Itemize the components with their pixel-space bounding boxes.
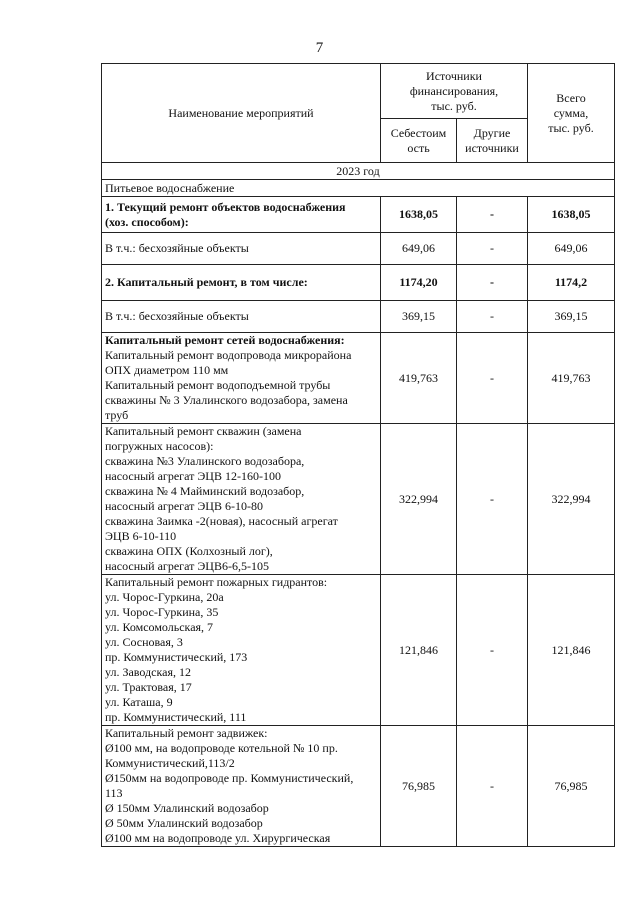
other-cell: - — [457, 265, 528, 301]
table-row — [102, 424, 615, 575]
header-name-cell: Наименование мероприятий — [102, 64, 381, 163]
measure-name-cell: Капитальный ремонт скважин (замена погружных насосов): скважина №3 Улалинского водозабора, насосный агрегат ЭЦВ 12-160-100 скважина № 4 Майминский водозабор, насосный агрегат ЭЦВ 6-10-80 скважина Заимка -2(новая), насосный агрегат ЭЦВ 6-10-110 скважина ОПХ (Колхозный лог), насосный агрегат ЭЦВ6-6,5-105 — [102, 424, 381, 575]
measure-name-cell: 2. Капитальный ремонт, в том числе: — [102, 265, 381, 301]
table-row — [102, 575, 615, 726]
total-cell: 369,15 — [528, 301, 615, 333]
measure-name-cell: Капитальный ремонт задвижек: Ø100 мм, на водопроводе котельной № 10 пр. Коммунистический,113/2 Ø150мм на водопроводе пр. Коммунистический, 113 Ø 150мм Улалинский водозабор Ø 50мм Улалинский водозабор Ø100 мм на водопроводе ул. Хирургическая — [102, 726, 381, 847]
measure-name-cell: 1. Текущий ремонт объектов водоснабжения (хоз. способом): — [102, 197, 381, 233]
total-cell: 1638,05 — [528, 197, 615, 233]
total-cell: 1174,2 — [528, 265, 615, 301]
cost-cell: 1638,05 — [381, 197, 457, 233]
measure-name-cell: В т.ч.: бесхозяйные объекты — [102, 301, 381, 333]
other-cell: - — [457, 197, 528, 233]
total-cell: 322,994 — [528, 424, 615, 575]
other-cell: - — [457, 575, 528, 726]
year-row: 2023 год — [102, 163, 615, 180]
measure-name-cell: Капитальный ремонт пожарных гидрантов: ул. Чорос-Гуркина, 20а ул. Чорос-Гуркина, 35 ул. Комсомольская, 7 ул. Сосновая, 3 пр. Коммунистический, 173 ул. Заводская, 12 ул. Трактовая, 17 ул. Каташа, 9 пр. Коммунистический, 111 — [102, 575, 381, 726]
cost-cell: 369,15 — [381, 301, 457, 333]
other-cell: - — [457, 333, 528, 424]
table-row — [102, 265, 615, 301]
other-cell: - — [457, 424, 528, 575]
cost-cell: 649,06 — [381, 233, 457, 265]
table-row — [102, 197, 615, 233]
cost-cell: 419,763 — [381, 333, 457, 424]
cost-cell: 76,985 — [381, 726, 457, 847]
other-cell: - — [457, 233, 528, 265]
cost-cell: 1174,20 — [381, 265, 457, 301]
total-cell: 76,985 — [528, 726, 615, 847]
measure-name-cell: Капитальный ремонт сетей водоснабжения: Капитальный ремонт водопровода микрорайона ОПХ диаметром 110 мм Капитальный ремонт водоподъемной трубы скважины № 3 Улалинского водозабора, замена труб — [102, 333, 381, 424]
table-row — [102, 233, 615, 265]
page-number: 7 — [315, 40, 324, 56]
other-cell: - — [457, 301, 528, 333]
section-row: Питьевое водоснабжение — [102, 180, 615, 197]
header-sources-cell: Источники финансирования, тыс. руб. — [381, 64, 528, 119]
other-cell: - — [457, 726, 528, 847]
cost-cell: 121,846 — [381, 575, 457, 726]
table-row — [102, 333, 615, 424]
table-row — [102, 301, 615, 333]
financing-table — [101, 63, 615, 847]
cost-cell: 322,994 — [381, 424, 457, 575]
total-cell: 419,763 — [528, 333, 615, 424]
total-cell: 121,846 — [528, 575, 615, 726]
header-total-cell: Всего сумма, тыс. руб. — [528, 64, 615, 163]
measure-name-cell: В т.ч.: бесхозяйные объекты — [102, 233, 381, 265]
header-other-cell: Другие источники — [457, 119, 528, 163]
table-row — [102, 726, 615, 847]
total-cell: 649,06 — [528, 233, 615, 265]
header-cost-cell: Себестоим ость — [381, 119, 457, 163]
